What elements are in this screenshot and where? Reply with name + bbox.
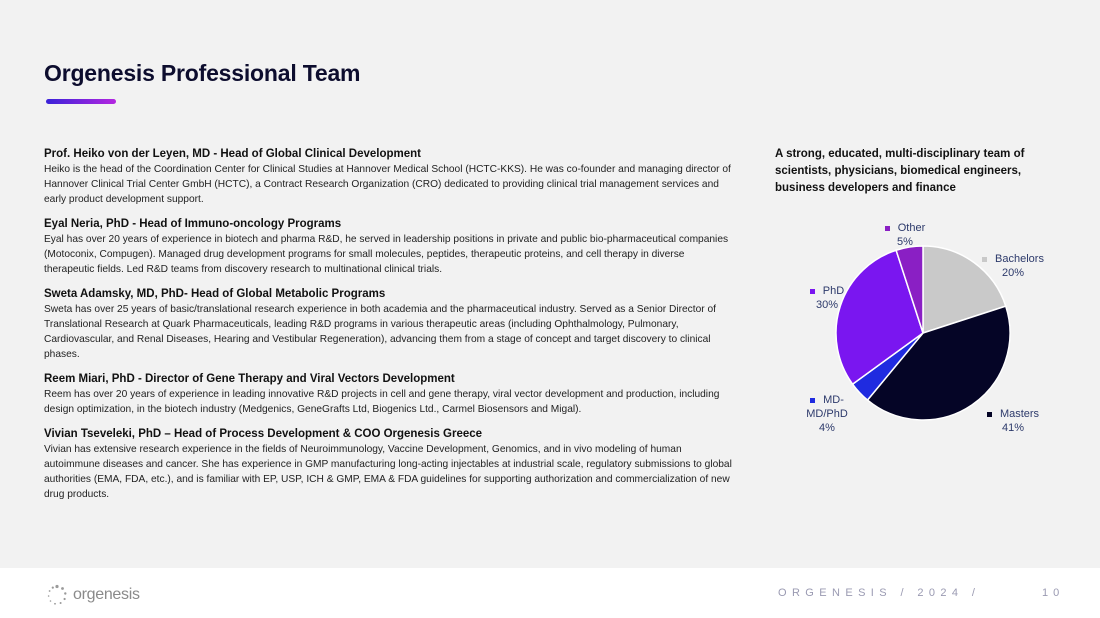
member-name: Reem Miari, PhD - Director of Gene Therapy and Viral Vectors Development <box>44 373 455 385</box>
pie-label <box>870 221 940 249</box>
chart-caption: A strong, educated, multi-disciplinary team of scientists, physicians, biomedical engineers, business developers and finance <box>775 148 1025 194</box>
member-bio: Eyal has over 20 years of experience in biotech and pharma R&D, he served in leadership positions in private and public bio-pharmaceutical companies (Motoconix, Compugen). Managed drug development programs for small molecules, peptides, therapeutic proteins, and cell therapy in diverse therapeutic fields. Led R&D teams from discovery research to multinational clinical trials. <box>44 234 729 275</box>
member-name: Sweta Adamsky, MD, PhD- Head of Global Metabolic Programs <box>44 288 386 300</box>
member-bio: Sweta has over 25 years of basic/translational research experience in both academia and the pharmaceutical industry. Served as a Senior Director of Translational Research at Quark Pharmaceuticals, leading R&D programs in various therapeutic areas (including Ophthalmology, Pulmonary, Cardiovascular, and Renal Diseases, Hearing and Vestibular Regeneration), advancing them from a stage of concept and target discovery to clinical phases. <box>44 304 716 360</box>
member-bio: Heiko is the head of the Coordination Center for Clinical Studies at Hannover Medical School (HCTC-KKS). He was co-founder and managing director of Hannover Clinical Trial Center GmbH (HCTC), a Contract Research Organization (CRO) dedicated to providing clinical trial management services and early product development support. <box>44 164 731 205</box>
title-underline <box>46 99 116 104</box>
team-member <box>44 147 734 207</box>
member-name: Prof. Heiko von der Leyen, MD - Head of Global Clinical Development <box>44 148 422 160</box>
pie-label-name: Bachelors <box>995 253 1044 265</box>
pie-label-value: 20% <box>1001 267 1025 279</box>
team-member <box>44 287 734 362</box>
member-bio: Reem has over 20 years of experience in leading innovative R&D projects in cell and gene therapy, viral vector development and production, including design optimization, in the biotech industry (Medgenics, GeneGrafts Ltd, Biogenics Ltd., Carmel Biosensors and Migal). <box>44 389 720 415</box>
pie-label-name: PhD <box>822 285 845 297</box>
legend-marker <box>810 398 815 403</box>
pie-label-name: MD/PhD <box>806 408 848 420</box>
pie-label-value: 30% <box>815 299 839 311</box>
orgenesis-logo <box>46 584 140 606</box>
pie-label <box>792 393 862 435</box>
orgenesis-logo-icon <box>46 584 68 606</box>
pie-label <box>978 407 1048 435</box>
logo-text: orgenesis <box>73 586 140 603</box>
member-name: Eyal Neria, PhD - Head of Immuno-oncology Programs <box>44 218 342 230</box>
legend-marker <box>810 289 815 294</box>
pie-label-value: 41% <box>1001 422 1025 434</box>
pie-label-name: MD- <box>823 394 844 406</box>
team-member <box>44 217 734 277</box>
legend-marker <box>982 257 987 262</box>
legend-marker <box>987 412 992 417</box>
pie-label-value: 5% <box>897 236 913 248</box>
pie-label-name: Masters <box>999 408 1040 420</box>
pie-label-name: Other <box>897 222 926 234</box>
footer <box>0 568 1100 618</box>
legend-marker <box>885 226 890 231</box>
team-member <box>44 372 734 417</box>
slide-title: Orgenesis Professional Team <box>44 60 361 86</box>
pie-label-value: 4% <box>819 422 835 434</box>
footer-text: ORGENESIS / 2024 / <box>778 587 981 599</box>
pie-label <box>792 284 862 312</box>
member-bio: Vivian has extensive research experience in the fields of Neuroimmunology, Vaccine Development, Genomics, and in vivo modeling of human autoimmune diseases and cancer. She has experience in GMP manufacturing long-acting injectables at industrial scale, regulatory submissions to global authorities (EMA, FDA, etc.), and is familiar with EP, USP, ICH & GMP, EMA & FDA guidelines for supporting authorization and commercialization of new drug products. <box>44 444 732 500</box>
team-member <box>44 427 734 502</box>
member-name: Vivian Tseveleki, PhD – Head of Process Development & COO Orgenesis Greece <box>44 428 483 440</box>
page-number: 10 <box>1042 587 1065 599</box>
team-list <box>44 147 734 512</box>
pie-label <box>978 252 1048 280</box>
education-pie-chart <box>770 210 1090 450</box>
